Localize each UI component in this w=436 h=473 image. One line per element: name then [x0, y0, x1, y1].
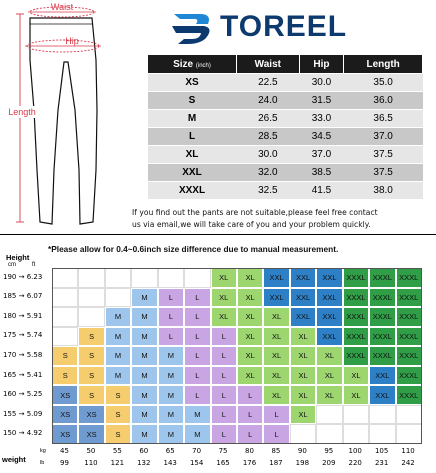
size-grid-cell: XXXL — [396, 346, 422, 366]
size-grid-cell: L — [184, 385, 210, 405]
size-grid-cell: S — [105, 424, 131, 444]
size-grid-cell: XXXL — [396, 366, 422, 386]
size-grid-cell — [343, 405, 369, 425]
size-grid-cell: XL — [343, 366, 369, 386]
hip-cell: 33.0 — [299, 110, 344, 128]
size-grid-cell — [316, 405, 342, 425]
size-grid-cell: XXXL — [369, 268, 395, 288]
size-grid-cell: M — [105, 307, 131, 327]
hip-cell: 34.5 — [299, 128, 344, 146]
weight-tick-kg: 100 — [348, 447, 362, 455]
size-column-header: Size (inch) — [148, 55, 237, 74]
size-grid-cell: XXL — [369, 366, 395, 386]
size-grid-cell: S — [78, 385, 104, 405]
size-grid-cell: L — [237, 385, 263, 405]
weight-tick-kg: 80 — [245, 447, 254, 455]
size-grid-cell: XL — [316, 385, 342, 405]
weight-unit-lb: lb — [40, 460, 45, 466]
height-tick-label: 160 → 5.25 — [3, 390, 43, 399]
waist-label: Waist — [50, 2, 74, 12]
hip-label: Hip — [65, 36, 79, 46]
weight-tick-lb: 187 — [269, 459, 283, 467]
length-cell: 38.0 — [344, 182, 423, 200]
size-grid-cell: M — [105, 366, 131, 386]
height-tick-label: 155 → 5.09 — [3, 409, 43, 418]
hip-cell: 31.5 — [299, 92, 344, 110]
size-cell: XL — [148, 146, 237, 164]
size-grid-cell: L — [184, 288, 210, 308]
size-table-header — [148, 55, 423, 74]
weight-tick-lb: 132 — [137, 459, 151, 467]
hip-cell: 37.0 — [299, 146, 344, 164]
size-grid-cell: S — [52, 366, 78, 386]
size-table-row — [148, 164, 423, 182]
size-grid-cell: XL — [290, 405, 316, 425]
size-grid-cell: XL — [316, 366, 342, 386]
size-grid-cell: M — [131, 307, 157, 327]
size-grid-cell — [105, 288, 131, 308]
brand-mark-icon — [170, 8, 214, 48]
weight-tick-lb: 209 — [322, 459, 336, 467]
waist-cell: 22.5 — [237, 74, 300, 92]
size-grid-cell: M — [158, 424, 184, 444]
size-grid-cell — [184, 268, 210, 288]
size-grid-cell: XXXL — [396, 288, 422, 308]
size-grid-cell: XL — [290, 346, 316, 366]
size-grid-cell: L — [263, 405, 289, 425]
size-grid-cell: XL — [237, 366, 263, 386]
weight-tick-lb: 242 — [401, 459, 415, 467]
size-grid-cell: L — [158, 327, 184, 347]
size-grid-cell: L — [158, 288, 184, 308]
size-grid-cell: XL — [211, 288, 237, 308]
size-table-row — [148, 110, 423, 128]
size-grid-cell: XL — [263, 327, 289, 347]
size-table — [147, 54, 423, 200]
length-cell: 36.5 — [344, 110, 423, 128]
waist-cell: 30.0 — [237, 146, 300, 164]
size-grid-cell: XL — [290, 327, 316, 347]
size-grid-cell: L — [211, 346, 237, 366]
size-grid-cell — [105, 268, 131, 288]
brand-name: TOREEL — [220, 10, 348, 43]
size-grid-cell: XXXL — [343, 268, 369, 288]
weight-unit-kg: kg — [40, 448, 46, 454]
size-grid-cell: XXXL — [369, 307, 395, 327]
size-grid-cell: XXL — [316, 327, 342, 347]
size-grid-cell — [52, 288, 78, 308]
weight-tick-kg: 65 — [165, 447, 175, 455]
size-grid-cell: XXL — [369, 385, 395, 405]
weight-tick-kg: 70 — [192, 447, 202, 455]
height-tick-label: 185 → 6.07 — [3, 292, 43, 301]
height-tick-label: 175 → 5.74 — [3, 331, 43, 340]
length-cell: 37.0 — [344, 128, 423, 146]
size-grid-cell: XL — [263, 346, 289, 366]
weight-tick-kg: 75 — [218, 447, 228, 455]
length-cell: 37.5 — [344, 164, 423, 182]
weight-tick-lb: 143 — [163, 459, 177, 467]
weight-tick-kg: 55 — [112, 447, 122, 455]
size-grid-cell: XL — [316, 346, 342, 366]
size-grid-cell: XL — [237, 288, 263, 308]
size-grid-cell: M — [131, 366, 157, 386]
size-grid-cell — [396, 405, 422, 425]
allowance-note: *Please allow for 0.4~0.6inch size difference due to manual measurement. — [48, 244, 339, 254]
note-line: us via email,we will take care of you and your problem quickly. — [132, 220, 371, 229]
weight-tick-kg: 60 — [139, 447, 149, 455]
hip-cell: 41.5 — [299, 182, 344, 200]
length-column-header: Length — [344, 55, 423, 74]
height-tick-label: 170 → 5.58 — [3, 351, 43, 359]
weight-tick-kg: 45 — [60, 447, 69, 455]
height-unit-cm: cm — [8, 262, 16, 268]
size-grid-cell: XL — [290, 385, 316, 405]
weight-tick-kg: 95 — [324, 447, 334, 455]
size-cell: M — [148, 110, 237, 128]
section-divider — [0, 234, 436, 235]
size-grid-cell: M — [131, 424, 157, 444]
weight-axis-title: weight — [2, 455, 26, 464]
size-grid-cell: XS — [52, 424, 78, 444]
size-grid-cell — [158, 268, 184, 288]
size-grid-cell: L — [184, 327, 210, 347]
waist-cell: 32.5 — [237, 182, 300, 200]
weight-tick-lb: 154 — [189, 459, 204, 467]
size-grid-cell: M — [131, 327, 157, 347]
size-grid-cell — [396, 424, 422, 444]
size-grid-cell — [78, 288, 104, 308]
size-grid — [52, 268, 422, 444]
size-cell: S — [148, 92, 237, 110]
size-grid-cell — [78, 307, 104, 327]
size-grid-cell: S — [78, 346, 104, 366]
leggings-diagram — [0, 0, 130, 232]
size-grid-cell — [78, 268, 104, 288]
size-grid-cell: L — [237, 424, 263, 444]
height-tick-label: 190 → 6.23 — [3, 272, 43, 281]
hip-cell: 30.0 — [299, 74, 344, 92]
size-grid-cell: XL — [211, 268, 237, 288]
weight-tick-lb: 220 — [348, 459, 362, 467]
size-grid-cell: XL — [237, 268, 263, 288]
size-grid-cell: XS — [78, 405, 104, 425]
note-line: If you find out the pants are not suitable,please feel free contact — [132, 208, 378, 217]
weight-tick-kg: 110 — [401, 447, 415, 455]
length-cell: 37.5 — [344, 146, 423, 164]
hip-column-header: Hip — [299, 55, 344, 74]
waist-column-header: Waist — [237, 55, 300, 74]
hip-cell: 38.5 — [299, 164, 344, 182]
size-grid-cell: XXXL — [343, 346, 369, 366]
size-grid-cell: XXXL — [396, 385, 422, 405]
leggings-outline — [30, 18, 97, 224]
size-table-row — [148, 92, 423, 110]
size-grid-cell: S — [105, 405, 131, 425]
size-grid-cell: S — [78, 366, 104, 386]
size-grid-cell: XS — [52, 385, 78, 405]
size-grid-cell: XL — [263, 366, 289, 386]
size-grid-cell: L — [211, 405, 237, 425]
size-table-row — [148, 128, 423, 146]
length-label: Length — [8, 107, 36, 117]
size-grid-cell — [369, 424, 395, 444]
size-grid-cell — [52, 268, 78, 288]
height-tick-label: 150 → 4.92 — [3, 429, 43, 438]
size-grid-cell: M — [158, 346, 184, 366]
size-grid-cell: XXXL — [396, 327, 422, 347]
size-grid-cell — [131, 268, 157, 288]
size-grid-cell: XL — [263, 385, 289, 405]
size-grid-cell: XXXL — [343, 288, 369, 308]
size-grid-cell: M — [105, 327, 131, 347]
size-grid-cell: XL — [237, 307, 263, 327]
weight-tick-kg: 85 — [271, 447, 281, 455]
weight-tick-lb: 231 — [374, 459, 389, 467]
size-grid-cell: L — [211, 366, 237, 386]
size-grid-cell: M — [158, 366, 184, 386]
size-grid-cell: XS — [78, 424, 104, 444]
size-cell: XXL — [148, 164, 237, 182]
size-grid-cell: S — [105, 385, 131, 405]
size-grid-cell: XXL — [290, 288, 316, 308]
size-grid-cell: XXL — [316, 307, 342, 327]
length-cell: 35.0 — [344, 74, 423, 92]
weight-tick-lb: 176 — [242, 459, 257, 467]
size-grid-cell: M — [158, 385, 184, 405]
height-unit-ft: ft — [32, 262, 36, 268]
size-grid-cell: XXL — [316, 268, 342, 288]
size-grid-cell: XXL — [290, 307, 316, 327]
weight-tick-kg: 90 — [297, 447, 307, 455]
size-grid-cell: L — [158, 307, 184, 327]
size-grid-cell — [343, 424, 369, 444]
size-grid-cell — [52, 327, 78, 347]
size-grid-cell: XL — [237, 327, 263, 347]
weight-tick-lb: 99 — [60, 459, 69, 467]
size-grid-cell: XXL — [263, 288, 289, 308]
size-grid-cell: S — [52, 346, 78, 366]
size-grid-cell: XXL — [263, 268, 289, 288]
size-grid-cell: M — [131, 385, 157, 405]
size-grid-cell: M — [131, 288, 157, 308]
weight-tick-lb: 198 — [295, 459, 310, 467]
size-cell: XS — [148, 74, 237, 92]
waist-cell: 24.0 — [237, 92, 300, 110]
weight-tick-kg: 50 — [86, 447, 96, 455]
size-cell: XXXL — [148, 182, 237, 200]
height-tick-label: 180 → 5.91 — [3, 311, 43, 320]
size-grid-cell: XL — [211, 307, 237, 327]
size-grid-cell: XXXL — [369, 288, 395, 308]
size-grid-cell: M — [105, 346, 131, 366]
size-grid-cell: XXXL — [396, 268, 422, 288]
height-tick-label: 165 → 5.41 — [3, 370, 43, 379]
size-cell: L — [148, 128, 237, 146]
size-grid-cell — [52, 307, 78, 327]
size-grid-cell: L — [184, 307, 210, 327]
weight-tick-lb: 110 — [84, 459, 98, 467]
size-grid-cell: L — [211, 327, 237, 347]
size-grid-cell: XXXL — [369, 346, 395, 366]
waist-cell: 32.0 — [237, 164, 300, 182]
size-grid-cell — [369, 405, 395, 425]
waist-cell: 28.5 — [237, 128, 300, 146]
size-grid-cell: M — [184, 405, 210, 425]
size-grid-cell: L — [211, 424, 237, 444]
weight-tick-kg: 105 — [374, 447, 389, 455]
weight-tick-lb: 121 — [110, 459, 125, 467]
size-table-row — [148, 146, 423, 164]
size-grid-cell: XXXL — [369, 327, 395, 347]
size-grid-cell: M — [184, 424, 210, 444]
size-grid-cell: XXXL — [396, 307, 422, 327]
size-grid-cell: XXL — [316, 288, 342, 308]
size-grid-cell: XXXL — [343, 307, 369, 327]
length-cell: 36.0 — [344, 92, 423, 110]
size-table-row — [148, 74, 423, 92]
waist-cell: 26.5 — [237, 110, 300, 128]
size-grid-cell: XL — [343, 385, 369, 405]
size-grid-cell — [316, 424, 342, 444]
size-grid-cell: M — [158, 405, 184, 425]
size-grid-cell: M — [131, 346, 157, 366]
weight-tick-lb: 165 — [216, 459, 230, 467]
size-grid-cell: L — [211, 385, 237, 405]
size-grid-cell: L — [263, 424, 289, 444]
size-grid-cell: L — [184, 366, 210, 386]
size-grid-cell: M — [131, 405, 157, 425]
size-grid-cell: L — [237, 405, 263, 425]
size-grid-cell: XS — [52, 405, 78, 425]
size-grid-cell: XL — [290, 366, 316, 386]
size-grid-cell: XL — [263, 307, 289, 327]
size-grid-cell: XXXL — [343, 327, 369, 347]
size-grid-cell — [290, 424, 316, 444]
size-grid-cell: S — [78, 327, 104, 347]
size-grid-cell: XL — [237, 346, 263, 366]
size-table-row — [148, 182, 423, 200]
height-axis-title: Height — [6, 253, 30, 262]
brand-logo — [170, 8, 420, 48]
size-grid-cell: XXL — [290, 268, 316, 288]
size-grid-cell: L — [184, 346, 210, 366]
contact-note — [132, 207, 432, 231]
